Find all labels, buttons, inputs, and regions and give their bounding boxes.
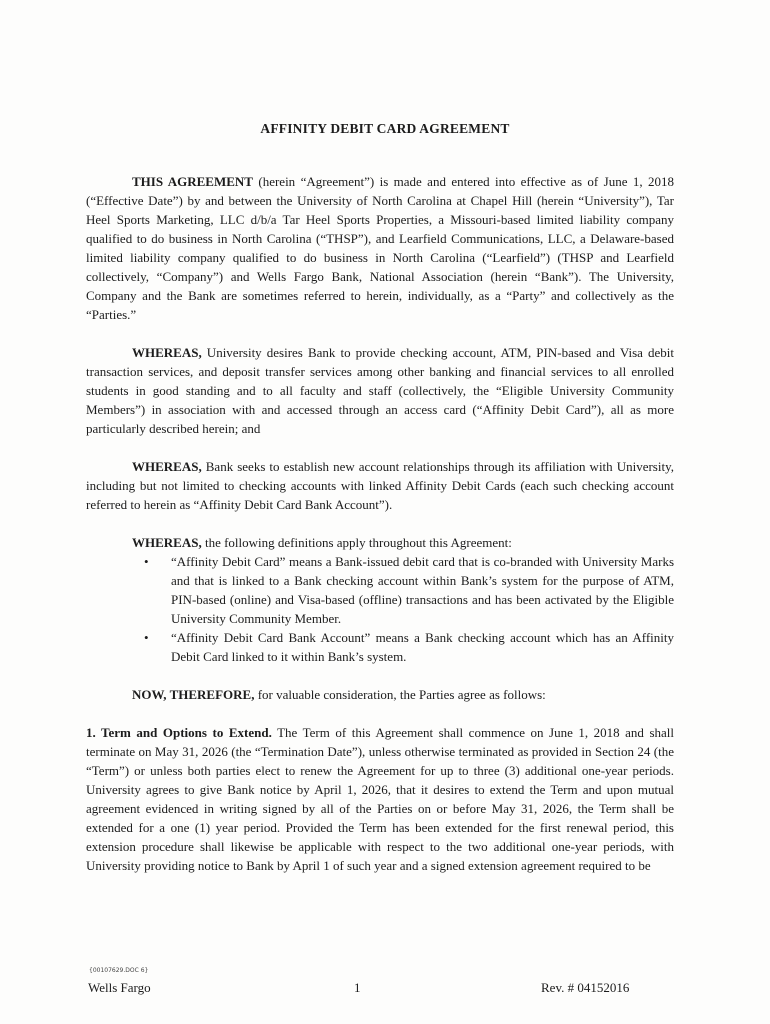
document-title: AFFINITY DEBIT CARD AGREEMENT: [260, 121, 510, 136]
section-1-term: [86, 723, 674, 875]
paragraph-lead: THIS AGREEMENT: [132, 174, 253, 189]
footer-page-number: 1: [354, 980, 361, 995]
paragraph-lead: NOW, THEREFORE,: [132, 687, 255, 702]
footer-revision: Rev. # 04152016: [541, 980, 630, 995]
paragraph-whereas-1: [86, 343, 674, 438]
paragraph-lead: WHEREAS,: [132, 345, 202, 360]
section-text: The Term of this Agreement shall commence on June 1, 2018 and shall terminate on May 31, 2026 (the “Termination Date”), unless otherwise terminated as provided in Section 24 (the “Term”) or unless both parties elect to renew the Agreement for up to three (3) additional one-year periods. University agrees to give Bank notice by April 1, 2026, that it desires to extend the Term and upon mutual agreement evidenced in writing signed by all of the Parties on or before May 31, 2026, the Term shall be extended for a one (1) year period. Provided the Term has been extended for the first renewal period, this extension procedure shall likewise be applicable with respect to the two additional one-year periods, with University providing notice to Bank by April 1 of such year and a signed extension agreement required to be: [86, 725, 675, 873]
paragraph-lead: WHEREAS,: [132, 459, 202, 474]
paragraph-now-therefore: [86, 685, 674, 704]
paragraph-whereas-3: [86, 533, 674, 552]
paragraph-whereas-2: [86, 457, 674, 514]
paragraph-agreement: [86, 172, 674, 324]
footer-doc-id: {00107629.DOC 6}: [89, 967, 149, 974]
paragraph-lead: WHEREAS,: [132, 535, 202, 550]
definitions-list: [86, 552, 674, 666]
paragraph-text: for valuable consideration, the Parties agree as follows:: [254, 687, 546, 702]
paragraph-text: Bank seeks to establish new account relationships through its affiliation with University, including but not limited to checking accounts with linked Affinity Debit Cards (each such checking account referred to herein as “Affinity Debit Card Bank Account”).: [86, 459, 674, 512]
definition-item: • “Affinity Debit Card Bank Account” means a Bank checking account which has an Affinity Debit Card linked to it within Bank’s system.: [171, 628, 674, 666]
paragraph-text: (herein “Agreement”) is made and entered into effective as of June 1, 2018 (“Effective Date”) by and between the University of North Carolina at Chapel Hill (herein “University”), Tar Heel Sports Marketing, LLC d/b/a Tar Heel Sports Properties, a Missouri-based limited liability company qualified to do business in North Carolina (“THSP”), and Learfield Communications, LLC, a Delaware-based limited liability company qualified to do business in North Carolina (“Learfield”) (THSP and Learfield collectively, “Company”) and Wells Fargo Bank, National Association (herein “Bank”). The University, Company and the Bank are sometimes referred to herein, individually, as a “Party” and collectively as the “Parties.”: [86, 174, 674, 322]
definition-item: • “Affinity Debit Card” means a Bank-issued debit card that is co-branded with University Marks and that is linked to a Bank checking account within Bank’s system for the purpose of ATM, PIN-based (online) and Visa-based (offline) transactions and has been activated by the Eligible University Community Member.: [171, 552, 674, 628]
section-heading: 1. Term and Options to Extend.: [86, 725, 272, 740]
footer-company: Wells Fargo: [88, 980, 151, 995]
paragraph-text: the following definitions apply throughout this Agreement:: [201, 535, 512, 550]
paragraph-text: University desires Bank to provide checking account, ATM, PIN-based and Visa debit transaction services, and deposit transfer services among other banking and financial services to all enrolled students in good standing and to all faculty and staff (collectively, the “Eligible University Community Members”) in association with and accessed through an access card (“Affinity Debit Card”), all as more particularly described herein; and: [86, 345, 674, 436]
document-body: [86, 172, 674, 875]
